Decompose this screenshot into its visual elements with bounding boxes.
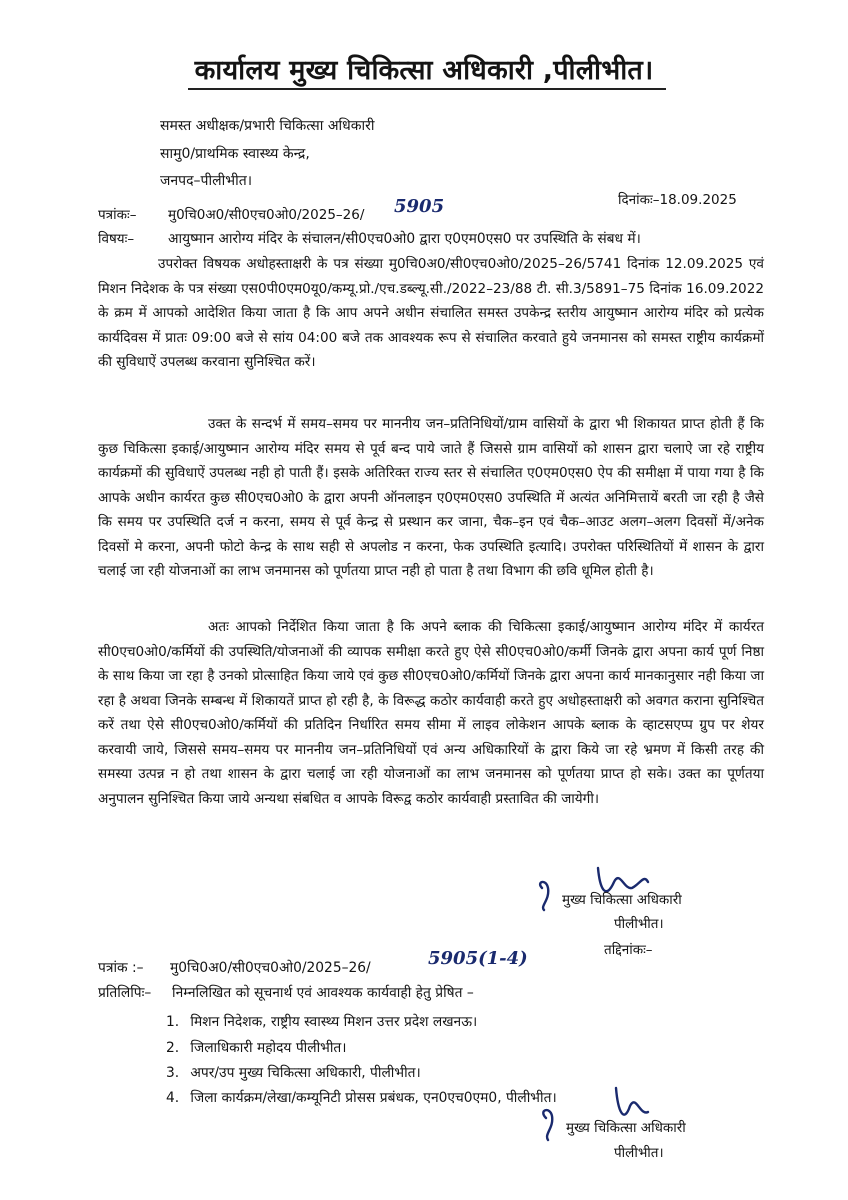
signatory-2-place: पीलीभीत। [614,1145,664,1161]
subject-label: विषयः– [98,231,135,247]
addressee-line-3: जनपद–पीलीभीत। [160,173,252,189]
copy-ref-number: मु0चि0अ0/सी0एच0ओ0/2025–26/ [170,960,371,976]
signatory-1-place: पीलीभीत। [614,916,664,932]
title-underline [188,88,666,90]
cc-item-number: 4. [166,1090,180,1106]
cc-item-text: जिलाधिकारी महोदय पीलीभीत। [190,1040,347,1056]
subject-text: आयुष्मान आरोग्य मंदिर के संचालन/सी0एच0ओ0 द्वारा ए0एम0एस0 पर उपस्थिति के संबध में। [168,231,641,247]
signatory-2-title: मुख्य चिकित्सा अधिकारी [566,1120,686,1136]
cc-label: प्रतिलिपिः– [98,985,152,1001]
reference-number: मु0चि0अ0/सी0एच0ओ0/2025–26/ [168,207,365,223]
body-paragraph-2: उक्त के सन्दर्भ में समय–समय पर माननीय जन–प्रतिनिधियों/ग्राम वासियों के द्वारा भी शिकायत प्राप्त होती हैं कि कुछ चिकित्सा इकाई/आयुष्मान आरोग्य मंदिर समय से पूर्व बन्द पाये जाते हैं जिससे ग्राम वासियों को शासन द्वारा चलाऐ जा रहे राष्ट्रीय कार्यक्रमों की सुविधाऐं उपलब्ध नही हो पाती हैं। इसके अतिरिक्त राज्य स्तर से संचालित ए0एम0एस0 ऐप की समीक्षा में पाया गया है कि आपके अधीन कार्यरत कुछ सी0एच0ओ0 के द्वारा अपनी ऑनलाइन ए0एम0एस0 उपस्थिति में अत्यंत अनिमित्तायें बरती जा रही है जैसे कि समय पर उपस्थिति दर्ज न करना, समय से पूर्व केन्द्र से प्रस्थान कर जाना, चैक–इन एवं चैक–आउट अलग–अलग दिवसों में/अनेक दिवसों मे करना, अपनी फोटो केन्द्र के साथ सही से अपलोड न करना, फेक उपस्थिति इत्यादि। उपरोक्त परिस्थितियों में शासन के द्वारा चलाई जा रही योजनाओं का लाभ जनमानस को पूर्णतया प्राप्त नही हो पाता है तथा विभाग की छवि धूमिल होती है। [98,416,764,579]
body-paragraph-1: उपरोक्त विषयक अधोहस्ताक्षरी के पत्र संख्या मु0चि0अ0/सी0एच0ओ0/2025–26/5741 दिनांक 12.09.2025 एवं मिशन निदेशक के पत्र संख्या एस0पी0एम0यू0/कम्यू.प्रो./एच.डब्ल्यू.सी./2022–23/88 टी. सी.3/5891–75 दिनांक 16.09.2022 के क्रम में आपको आदेशित किया जाता है कि आप अपने अधीन संचालित समस्त उपकेन्द्र स्तरीय आयुष्मान आरोग्य मंदिर को प्रत्येक कार्यदिवस में प्रातः 09:00 बजे से सांय 04:00 बजे तक आवश्यक रूप से संचालित करवाते हुये जनमानस को समस्त राष्ट्रीय कार्यक्रमों की सुविधाऐं उपलब्ध करवाना सुनिश्चित करें। [98,256,764,370]
cc-list-item [166,1088,557,1107]
body-paragraph-3: अतः आपको निर्देशित किया जाता है कि अपने ब्लाक की चिकित्सा इकाई/आयुष्मान आरोग्य मंदिर में कार्यरत सी0एच0ओ0/कर्मियों की उपस्थिति/योजनाओं की व्यापक समीक्षा करते हुए ऐसे सी0एच0ओ0/कर्मी जिनके द्वारा अपना कार्य पूर्ण निष्ठा के साथ किया जा रहा है उनको प्रोत्साहित किया जाये एवं कुछ सी0एच0ओ0/कर्मियों जिनके द्वारा अपना कार्य मानकानुसार नही किया जा रहा है अथवा जिनके सम्बन्ध में शिकायतें प्राप्त हो रही है, के विरूद्ध कठोर कार्यवाही करते हुए अधोहस्ताक्षरी को अवगत कराना सुनिश्चित करें तथा ऐसे सी0एच0ओ0/कर्मियों की प्रतिदिन निर्धारित समय सीमा में लाइव लोकेशन आपके ब्लाक के व्हाटसएप्प ग्रुप पर शेयर करवायी जाये, जिससे समय–समय पर माननीय जन–प्रतिनिधियों एवं अन्य अधिकारियों के द्वारा किये जा रहे भ्रमण में किसी तरह की समस्या उत्पन्न न हो तथा शासन के द्वारा चलाई जा रही योजनाओं का लाभ जनमानस को पूर्णतया प्राप्त हो सके। उक्त का पूर्णतया अनुपालन सुनिश्चित किया जाये अन्यथा संबधित व आपके विरूद्व कठोर कार्यवाही प्रस्तावित की जायेगी। [98,619,764,807]
cc-item-text: मिशन निदेशक, राष्ट्रीय स्वास्थ्य मिशन उत्तर प्रदेश लखनऊ। [190,1014,478,1030]
cc-list-item [166,1063,421,1082]
addressee-line-1: समस्त अधीक्षक/प्रभारी चिकित्सा अधिकारी [160,118,375,134]
cc-item-number: 3. [166,1065,180,1081]
cc-item-text: जिला कार्यक्रम/लेखा/कम्यूनिटी प्रोसस प्रबंधक, एन0एच0एम0, पीलीभीत। [190,1090,557,1106]
reference-label: पत्रांकः– [98,207,137,223]
cc-list-item [166,1038,347,1057]
letter-date: दिनांकः–18.09.2025 [618,192,737,208]
cc-text: निम्नलिखित को सूचनार्थ एवं आवश्यक कार्यवाही हेतु प्रेषित – [172,985,474,1001]
handwritten-dispatch-number: 5905 [394,196,445,217]
signatory-1-date-label: तद्दिनांकः– [604,942,653,958]
cc-item-text: अपर/उप मुख्य चिकित्सा अधिकारी, पीलीभीत। [190,1065,421,1081]
addressee-line-2: सामु0/प्राथमिक स्वास्थ्य केन्द्र, [160,146,310,162]
cc-item-number: 2. [166,1040,180,1056]
cc-list-item [166,1012,477,1031]
cc-item-number: 1. [166,1014,180,1030]
handwritten-copy-number: 5905(1-4) [428,948,528,969]
copy-ref-label: पत्रांक :– [98,960,144,976]
signatory-1-title: मुख्य चिकित्सा अधिकारी [562,892,682,908]
signature-2-scribble [532,1082,692,1148]
office-title: कार्यालय मुख्य चिकित्सा अधिकारी ,पीलीभीत। [194,55,654,86]
